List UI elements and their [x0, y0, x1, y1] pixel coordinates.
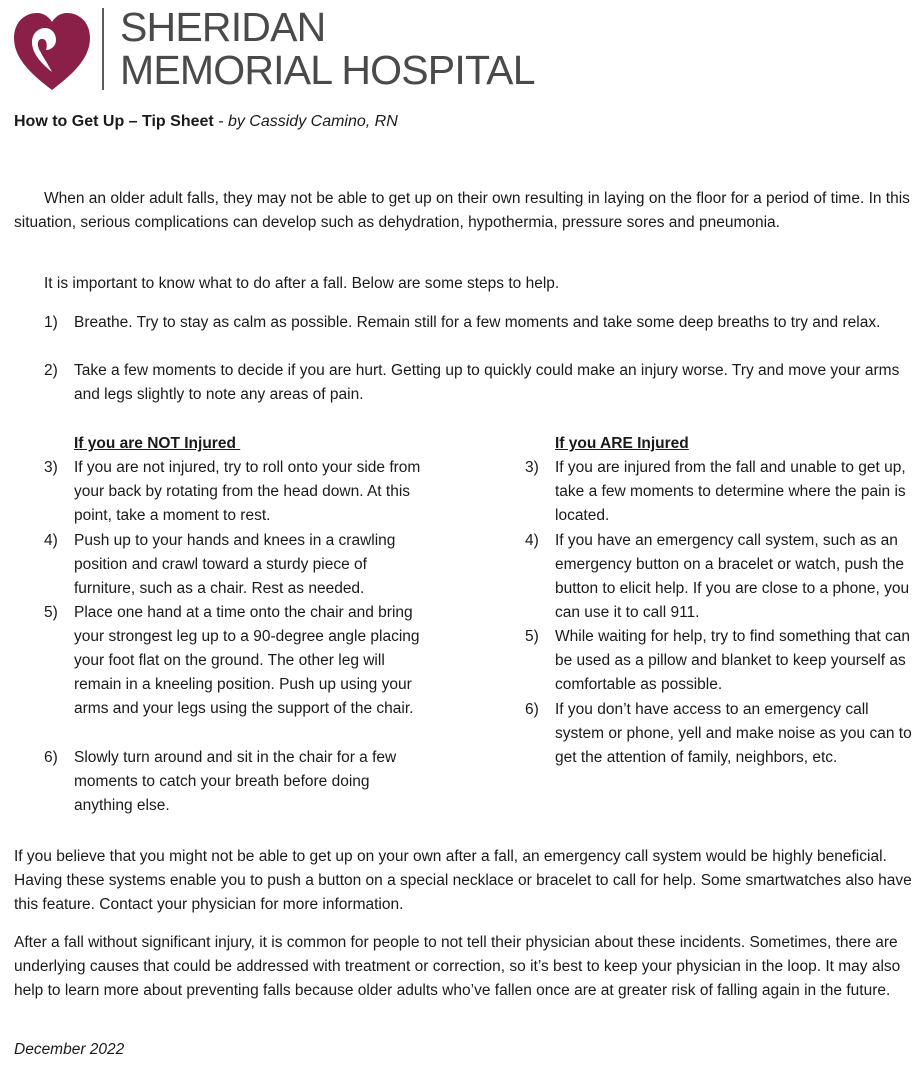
list-item: [525, 698, 917, 770]
logo-line-1: SHERIDAN: [120, 4, 326, 50]
list-item: [525, 529, 917, 625]
list-text: If you are injured from the fall and unable to get up, take a few moments to determine where the pain is located.: [555, 459, 906, 524]
list-text: Place one hand at a time onto the chair and bring your strongest leg up to a 90-degree angle placing your foot flat on the ground. The other leg will remain in a kneeling position. Push up using your arms and your legs using the support of the chair.: [74, 604, 420, 717]
list-text: If you are not injured, try to roll onto your side from your back by rotating from the head down. At this point, take a moment to rest.: [74, 459, 421, 524]
list-number: 3): [525, 459, 539, 476]
logo-divider: [102, 8, 104, 90]
document-date: December 2022: [14, 1041, 125, 1058]
injured-heading: If you ARE Injured: [555, 435, 689, 452]
list-item: [525, 456, 917, 528]
logo-line-2: MEMORIAL HOSPITAL: [120, 47, 535, 93]
list-text: While waiting for help, try to find something that can be used as a pillow and blanket to keep yourself as comfortable as possible.: [555, 628, 910, 693]
list-number: 3): [44, 459, 58, 476]
list-item: [44, 601, 430, 721]
list-item: [44, 311, 910, 335]
title-byline: - by Cassidy Camino, RN: [218, 113, 398, 130]
closing-paragraph-2: After a fall without significant injury, it is common for people to not tell their physician about these incidents. Sometimes, there are underlying causes that could be addressed with treatment or correction, so it’s best to keep your physician in the loop. It may also help to learn more about preventing falls because older adults who’ve fallen once are at greater risk of falling again in the future.: [14, 934, 901, 999]
list-text: If you have an emergency call system, such as an emergency button on a bracelet or watch, push the button to elicit help. If you are close to a phone, you can use it to call 911.: [555, 532, 910, 621]
intro-paragraph-1: When an older adult falls, they may not be able to get up on their own resulting in laying on the floor for a period of time. In this situation, serious complications can develop such as dehydration, hypothermia, pressure sores and pneumonia.: [14, 190, 910, 231]
list-item: [44, 746, 430, 818]
list-item: [44, 359, 910, 407]
list-number: 1): [44, 314, 58, 331]
intro-paragraph-2: It is important to know what to do after a fall. Below are some steps to help.: [44, 275, 560, 292]
list-number: 4): [44, 532, 58, 549]
list-item: [525, 625, 917, 697]
heart-logo-icon: [12, 10, 92, 92]
list-number: 2): [44, 362, 58, 379]
list-number: 5): [525, 628, 539, 645]
list-text: If you don’t have access to an emergency call system or phone, yell and make noise as you can to get the attention of family, neighbors, etc.: [555, 701, 912, 766]
document-title: [14, 113, 398, 131]
list-number: 5): [44, 604, 58, 621]
list-item: [44, 529, 430, 601]
logo-wordmark: [120, 6, 540, 92]
list-text: Take a few moments to decide if you are hurt. Getting up to quickly could make an injury worse. Try and move your arms and legs slightly to note any areas of pain.: [74, 362, 900, 403]
list-item: [44, 456, 430, 528]
list-text: Slowly turn around and sit in the chair for a few moments to catch your breath before doing anything else.: [74, 749, 397, 814]
list-text: Push up to your hands and knees in a crawling position and crawl toward a sturdy piece of furniture, such as a chair. Rest as needed.: [74, 532, 396, 597]
title-main: How to Get Up – Tip Sheet: [14, 113, 214, 130]
list-number: 6): [525, 701, 539, 718]
closing-paragraph-1: If you believe that you might not be able to get up on your own after a fall, an emergency call system would be highly beneficial. Having these systems enable you to push a button on a special necklace or bracelet to call for help. Some smartwatches also have this feature. Contact your physician for more information.: [14, 848, 912, 913]
list-number: 6): [44, 749, 58, 766]
list-text: Breathe. Try to stay as calm as possible. Remain still for a few moments and take some deep breaths to try and relax.: [74, 314, 881, 331]
not-injured-heading: If you are NOT Injured: [74, 435, 241, 452]
list-number: 4): [525, 532, 539, 549]
